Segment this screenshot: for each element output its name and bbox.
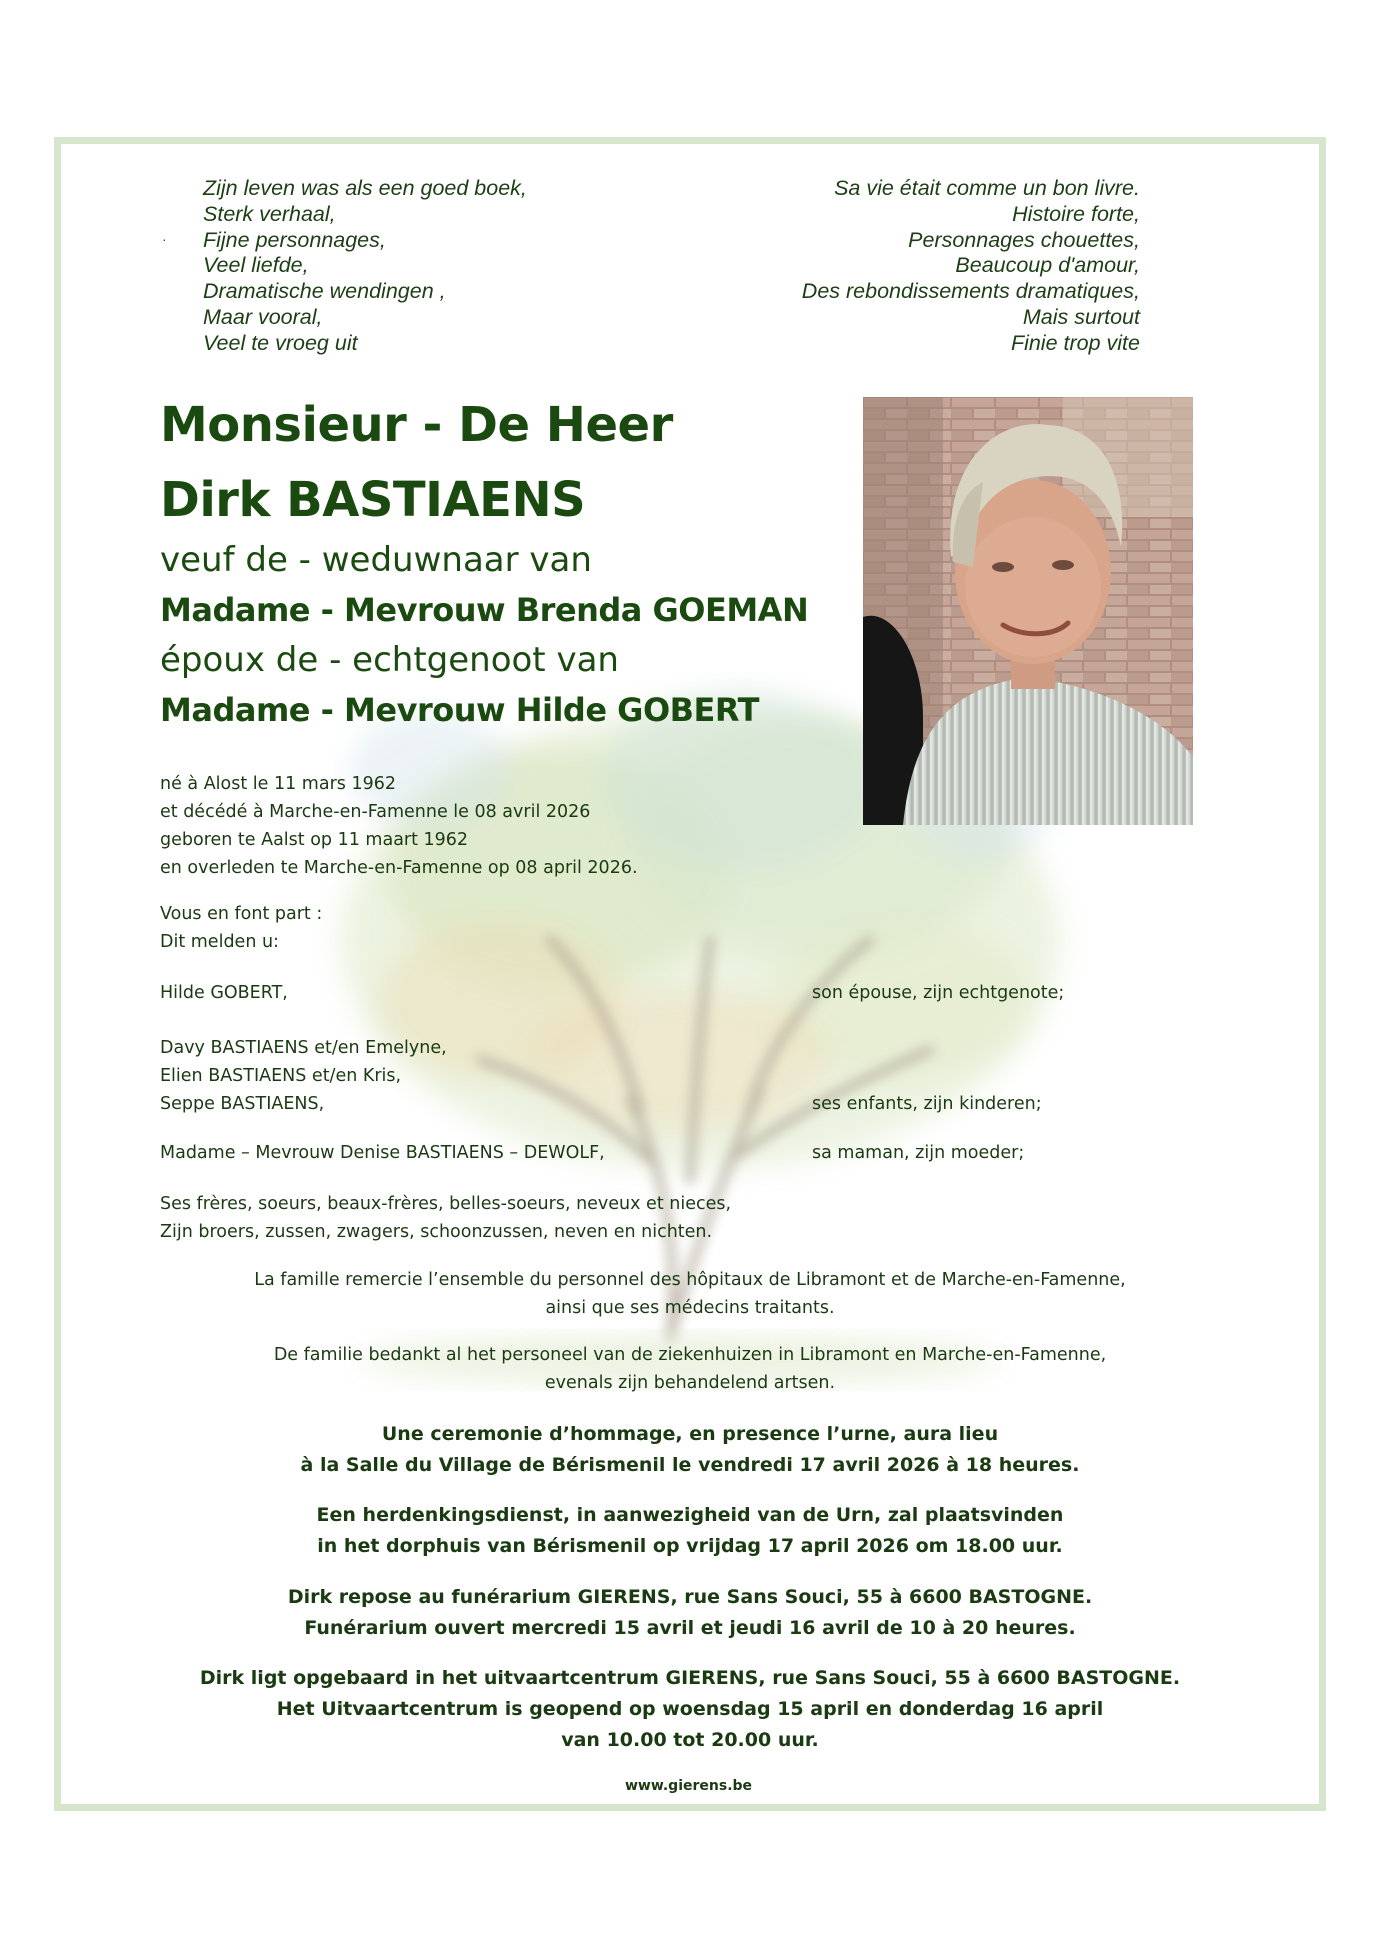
website-link[interactable]: www.gierens.be (624, 1778, 753, 1794)
date-line: geboren te Aalst op 11 maart 1962 (160, 830, 469, 850)
mother-name: Madame – Mevrouw Denise BASTIAENS – DEWOLF, (160, 1143, 605, 1163)
child-line: Davy BASTIAENS et/en Emelyne, (160, 1038, 447, 1058)
poem-line: Dramatische wendingen , (203, 279, 446, 304)
dates-block (160, 770, 638, 882)
child-line: Seppe BASTIAENS, (160, 1094, 325, 1114)
spouse-of-label: époux de - echtgenoot van (160, 640, 619, 680)
thanks-line: La famille remercie l’ensemble du personnel des hôpitaux de Libramont et de Marche-en-Famenne, (254, 1270, 1126, 1290)
poem-line: Personnages chouettes, (908, 227, 1140, 252)
poem-line: Veel te vroeg uit (203, 330, 358, 355)
funeral-french (160, 1582, 1220, 1644)
ceremony-french (160, 1419, 1220, 1481)
thanks-line: De familie bedankt al het personeel van de ziekenhuizen in Libramont en Marche-en-Famenne, (273, 1345, 1107, 1365)
announce-line: Vous en font part : (160, 904, 323, 924)
thanks-line: ainsi que ses médecins traitants. (545, 1298, 835, 1318)
funeral-line: Dirk ligt opgebaard in het uitvaartcentrum GIERENS, rue Sans Souci, 55 à 6600 BASTOGNE. (199, 1667, 1181, 1689)
widow-of-label: veuf de - weduwnaar van (160, 540, 592, 580)
thanks-dutch (160, 1341, 1220, 1397)
poem-line: Histoire forte, (1012, 201, 1140, 226)
date-line: et décédé à Marche-en-Famenne le 08 avril 2026 (160, 802, 591, 822)
poem-dutch (203, 176, 527, 357)
poem-french (780, 176, 1140, 357)
deceased-name: Dirk BASTIAENS (160, 472, 586, 528)
late-wife-name: Madame - Mevrouw Brenda GOEMAN (160, 591, 809, 629)
poem-line: Finie trop vite (1010, 330, 1140, 355)
funeral-line: Het Uitvaartcentrum is geopend op woensdag 15 april en donderdag 16 april (276, 1698, 1104, 1720)
siblings-block (160, 1190, 731, 1246)
poem-line: Sterk verhaal, (203, 201, 336, 226)
thanks-line: evenals zijn behandelend artsen. (544, 1373, 836, 1393)
funeral-dutch (160, 1663, 1220, 1756)
child-line: Elien BASTIAENS et/en Kris, (160, 1066, 402, 1086)
announce-line: Dit melden u: (160, 932, 279, 952)
ceremony-line: Een herdenkingsdienst, in aanwezigheid van de Urn, zal plaatsvinden (316, 1504, 1064, 1526)
date-line: né à Alost le 11 mars 1962 (160, 774, 396, 794)
children-block (160, 1034, 447, 1118)
funeral-line: Funérarium ouvert mercredi 15 avril et jeudi 16 avril de 10 à 20 heures. (304, 1617, 1076, 1639)
spouse-name: Hilde GOBERT, (160, 983, 288, 1003)
heading-title: Monsieur - De Heer (160, 397, 673, 453)
ceremony-line: à la Salle du Village de Bérismenil le vendredi 17 avril 2026 à 18 heures. (300, 1454, 1080, 1476)
portrait-photo (863, 397, 1193, 825)
thanks-french (160, 1266, 1220, 1322)
ceremony-dutch (160, 1500, 1220, 1562)
children-role: ses enfants, zijn kinderen; (812, 1094, 1042, 1114)
announce-block (160, 900, 322, 956)
poem-line: Maar vooral, (203, 304, 323, 329)
funeral-line: van 10.00 tot 20.00 uur. (561, 1729, 819, 1751)
poem-line: Veel liefde, (203, 253, 309, 278)
poem-line: Beaucoup d'amour, (955, 253, 1140, 278)
siblings-line: Ses frères, soeurs, beaux-frères, belles-soeurs, neveux et nieces, (160, 1194, 732, 1214)
funeral-line: Dirk repose au funérarium GIERENS, rue Sans Souci, 55 à 6600 BASTOGNE. (287, 1586, 1093, 1608)
mother-role: sa maman, zijn moeder; (812, 1143, 1025, 1163)
date-line: en overleden te Marche-en-Famenne op 08 april 2026. (160, 858, 638, 878)
poem-line: Mais surtout (1022, 304, 1140, 329)
poem-line: Des rebondissements dramatiques, (801, 279, 1140, 304)
poem-line: Fijne personnages, (203, 227, 386, 252)
siblings-line: Zijn broers, zussen, zwagers, schoonzussen, neven en nichten. (160, 1222, 713, 1242)
spouse-role: son épouse, zijn echtgenote; (812, 983, 1065, 1003)
ceremony-line: in het dorphuis van Bérismenil op vrijdag 17 april 2026 om 18.00 uur. (317, 1535, 1063, 1557)
ceremony-line: Une ceremonie d’hommage, en presence l’urne, aura lieu (381, 1423, 999, 1445)
poem-line: Sa vie était comme un bon livre. (834, 176, 1140, 200)
wife-name: Madame - Mevrouw Hilde GOBERT (160, 691, 759, 729)
bullet-mark: · (162, 231, 167, 247)
poem-line: Zijn leven was als een goed boek, (203, 176, 527, 200)
